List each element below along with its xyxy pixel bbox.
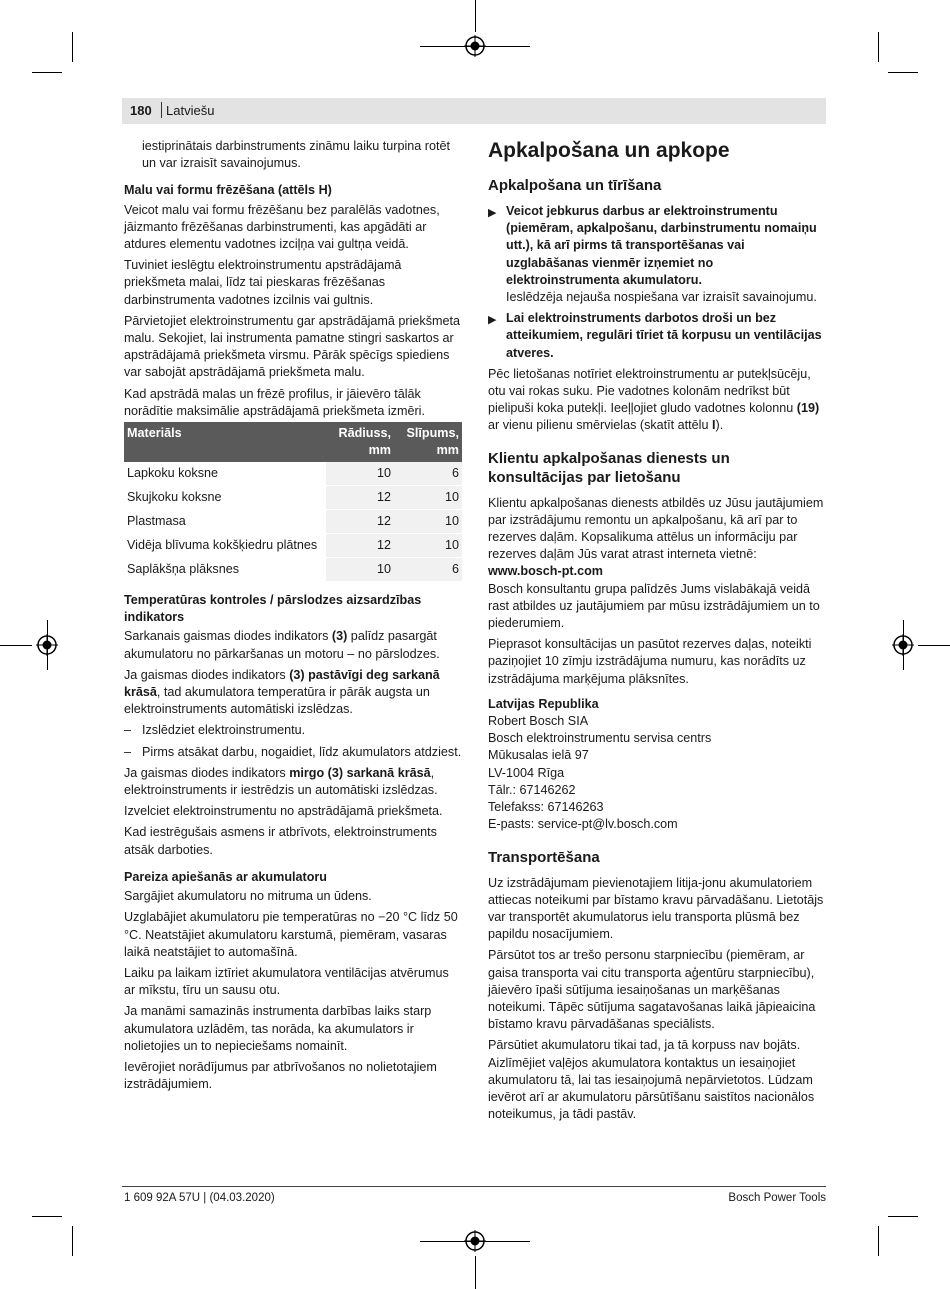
paragraph: [124, 765, 462, 799]
table-row: [124, 462, 462, 486]
fax-line: Telefakss: 67146263: [488, 800, 604, 815]
table-header-row: [124, 422, 462, 462]
left-column: [124, 138, 462, 1097]
text-run: , tad akumulatora temperatūra ir pārāk augsta un elektroinstruments automātiski izslēdzas.: [124, 685, 430, 717]
bullet-note: Ieslēdzēja nejauša nospiešana var izraisīt savainojumu.: [506, 290, 817, 305]
figure-reference: I: [712, 418, 716, 433]
dash-list-item: – Izslēdziet elektroinstrumentu.: [124, 722, 462, 739]
crop-mark: [878, 32, 879, 62]
column-header-material: Materiāls: [124, 422, 326, 462]
paragraph: Klientu apkalpošanas dienests atbildēs uz Jūsu jautājumiem par izstrādājumu remontu un apkalpošanu, kā arī par to rezerves daļām. Kopsalikuma attēlus un informāciju par rezerves daļām Jūs varat atrast interneta vietnē:: [488, 495, 824, 562]
paragraph: Bosch konsultantu grupa palīdzēs Jums vislabākajā veidā rast atbildes uz jautājumiem par mūsu izstrādājumiem un to piederumiem.: [488, 581, 820, 631]
address-line: LV-1004 Rīga: [488, 765, 565, 780]
cell-radius: 10: [326, 462, 394, 486]
paragraph: [124, 628, 462, 662]
reference-number: (3): [331, 629, 348, 644]
triangle-bullet-icon: ▶: [488, 207, 497, 219]
paragraph: [488, 366, 826, 435]
crop-mark: [475, 0, 476, 32]
cell-slope: 10: [394, 534, 462, 558]
crop-mark: [475, 1256, 476, 1289]
text-run: palīdz pasargāt akumulatoru no pārkaršanas un motoru – no pārslodzes.: [124, 629, 440, 661]
paragraph: Laiku pa laikam iztīriet akumulatora ventilācijas atvērumus ar mīkstu, tīru un sausu otu.: [124, 965, 449, 998]
column-header-slope: Slīpums, mm: [394, 422, 462, 462]
crop-mark: [878, 1226, 879, 1256]
bullet-text: Lai elektroinstruments darbotos droši un bez atteikumiem, regulāri tīriet tā korpusu un ventilācijas atveres.: [506, 311, 822, 360]
page-language: Latviešu: [166, 103, 215, 118]
crop-mark: [32, 72, 62, 73]
crop-mark: [888, 72, 918, 73]
cell-radius: 12: [326, 486, 394, 510]
crop-mark: [72, 32, 73, 62]
cell-material: Vidēja blīvuma kokšķiedru plātnes: [124, 534, 326, 558]
bullet-text: Veicot jebkurus darbus ar elektroinstrumentu (piemēram, apkalpošanu, darbinstrumentu nomaiņu utt.), kā arī pirms tā transportēšanas vai uzglabāšanas vienmēr izņemiet no elektroinstrumenta akumulatoru.: [506, 204, 817, 287]
text-run: Ja gaismas diodes indikators: [124, 667, 290, 682]
cell-slope: 10: [394, 486, 462, 510]
paragraph: Uzglabājiet akumulatoru pie temperatūras no −20 °C līdz 50 °C. Neatstājiet akumulatoru karstumā, piemēram, vasaras laikā neatstājiet to automašīnā.: [124, 910, 458, 959]
paragraph: Pārsūtot tos ar trešo personu starpniecību (piemēram, ar gaisa transporta vai citu transporta aģentūru starpniecību), jāievēro īpaši sūtījuma iesaiņošanas un marķēšanas noteikumi. Tāpēc sūtījuma sagatavošanas laikā jāpieaicina bīstamo kravu pārvadāšanas speciālists.: [488, 948, 816, 1032]
cell-material: Plastmasa: [124, 510, 326, 534]
paragraph: Tuviniet ieslēgtu elektroinstrumentu apstrādājamā priekšmeta malai, līdz tai pieskaras frēzēšanas darbinstrumenta vadotnes izcilnis vai gultnis.: [124, 258, 402, 307]
paragraph: Pārsūtiet akumulatoru tikai tad, ja tā korpuss nav bojāts. Aizlīmējiet vaļējos akumulatora kontaktus un iesaiņojiet akumulatoru tā, lai tas iesaiņojumā nepārvietotos. Lūdzam ievērot arī ar akumulatoru pārsūtīšanu saistītos nacionālos noteikumus, ja tādi pastāv.: [488, 1038, 815, 1122]
right-column: [488, 138, 826, 1127]
registration-mark-icon: [464, 1230, 486, 1252]
dash-list-item: – Pirms atsākat darbu, nogaidiet, līdz akumulators atdziest.: [124, 744, 462, 761]
cell-material: Skujkoku koksne: [124, 486, 326, 510]
registration-mark-icon: [464, 35, 486, 57]
reference-number: (19): [796, 401, 820, 416]
crop-mark: [918, 645, 950, 646]
paragraph: Ievērojiet norādījumus par atbrīvošanos no nolietotajiem izstrādājumiem.: [124, 1059, 437, 1092]
paragraph: Uz izstrādājumam pievienotajiem litija-jonu akumulatoriem attiecas noteikumi par bīstamo kravu pārvadāšanu. Lietotājs var transportēt akumulatorus ielu transporta plūsmā bez papildu nosacījumiem.: [488, 875, 824, 942]
text-run: , elektroinstruments ir iestrēdzis un automātiski izslēdzas.: [124, 765, 438, 798]
phone-line: Tālr.: 67146262: [488, 782, 576, 797]
transport-heading: Transportēšana: [488, 848, 600, 866]
emphasis-text: mirgo (3) sarkanā krāsā: [289, 765, 431, 780]
page-number: 180: [130, 103, 152, 118]
safety-bullet: [488, 203, 826, 306]
cell-radius: 12: [326, 510, 394, 534]
cell-material: Saplākšņa plāksnes: [124, 558, 326, 582]
crop-mark: [72, 1226, 73, 1256]
email-line: E-pasts: service-pt@lv.bosch.com: [488, 817, 678, 832]
footer-rule: [122, 1186, 826, 1187]
cell-radius: 10: [326, 558, 394, 582]
registration-mark-icon: [36, 634, 58, 656]
crop-mark: [0, 645, 32, 646]
cleaning-heading: Apkalpošana un tīrīšana: [488, 177, 662, 194]
address-line: Mūkusalas ielā 97: [488, 748, 589, 763]
crop-mark: [32, 1216, 62, 1217]
temperature-indicator-heading: Temperatūras kontroles / pārslodzes aizsardzības indikators: [124, 593, 422, 625]
intro-paragraph: iestiprinātais darbinstruments zināmu laiku turpina rotēt un var izraisīt savainojumus.: [142, 139, 450, 171]
cell-slope: 6: [394, 462, 462, 486]
paragraph: Ja manāmi samazinās instrumenta darbības laiks starp akumulatora uzlādēm, tas norāda, ka akumulators ir nolietojies un to nepieciešams nomainīt.: [124, 1004, 432, 1053]
paragraph: Pārvietojiet elektroinstrumentu gar apstrādājamā priekšmeta malu. Sekojiet, lai instrumenta pamatne stingri saskartos ar apstrādājamā priekšmeta virsmu. Pārāk spēcīgs spiediens var sabojāt apstrādājamā priekšmeta malu.: [124, 313, 460, 380]
document-id: 1 609 92A 57U | (04.03.2020): [124, 1192, 275, 1204]
edge-routing-heading: Malu vai formu frēzēšana (attēls H): [124, 183, 332, 198]
paragraph: Veicot malu vai formu frēzēšanu bez paralēlās vadotnes, jāizmanto frēzēšanas darbinstrumenti, kas apgādāti ar atdures elementu vadotnes izciļņa vai gultņa veidā.: [124, 202, 440, 252]
table-row: [124, 558, 462, 582]
address-line: Bosch elektroinstrumentu servisa centrs: [488, 731, 712, 746]
text-run: Ja gaismas diodes indikators: [124, 765, 290, 780]
cell-radius: 12: [326, 534, 394, 558]
paragraph: Pieprasot konsultācijas un pasūtot rezerves daļas, noteikti paziņojiet 10 zīmju izstrādājuma numuru, kas norādīts uz izstrādājuma marķējuma plāksnītes.: [488, 637, 812, 686]
paragraph: [124, 667, 462, 719]
safety-bullet: [488, 310, 826, 362]
page-header: [122, 98, 826, 124]
crop-mark: [888, 1216, 918, 1217]
cell-slope: 6: [394, 558, 462, 582]
text-run: Pēc lietošanas notīriet elektroinstrumentu ar putekļsūcēju, otu vai rokas suku. Pie vadotnes kolonām nedrīkst būt pielipuši koka putekļi. Ieeļļojiet gludo vadotnes kolonnu: [488, 366, 811, 416]
customer-service-heading: Klientu apkalpošanas dienests un konsultācijas par lietošanu: [488, 449, 730, 486]
paragraph: Kad apstrādā malas un frēzē profilus, ir jāievēro tālāk norādītie maksimālie apstrādājamā priekšmeta izmēri.: [124, 386, 425, 418]
address-line: Robert Bosch SIA: [488, 714, 589, 729]
paragraph: Izvelciet elektroinstrumentu no apstrādājamā priekšmeta.: [124, 804, 443, 819]
footer-brand: Bosch Power Tools: [728, 1192, 826, 1204]
country-heading: Latvijas Republika: [488, 696, 599, 711]
registration-mark-icon: [892, 634, 914, 656]
text-run: ar vienu pilienu smērvielas (skatīt attēlu: [488, 418, 712, 433]
cell-material: Lapkoku koksne: [124, 462, 326, 486]
section-title: Apkalpošana un apkope: [488, 139, 730, 162]
website-link[interactable]: www.bosch-pt.com: [488, 564, 603, 579]
battery-handling-heading: Pareiza apiešanās ar akumulatoru: [124, 869, 327, 884]
table-row: [124, 534, 462, 558]
material-dimensions-table: [124, 422, 462, 582]
text-run: ).: [715, 418, 724, 433]
table-row: [124, 486, 462, 510]
paragraph: Sargājiet akumulatoru no mitruma un ūdens.: [124, 889, 372, 904]
triangle-bullet-icon: ▶: [488, 314, 497, 327]
header-divider: [161, 102, 162, 118]
address-block: [488, 713, 826, 833]
table-row: [124, 510, 462, 534]
emphasis-text: (3) pastāvīgi deg sarkanā krāsā: [124, 667, 440, 700]
paragraph: Kad iestrēgušais asmens ir atbrīvots, elektroinstruments atsāk darboties.: [124, 825, 437, 857]
cell-slope: 10: [394, 510, 462, 534]
text-run: Sarkanais gaismas diodes indikators: [124, 629, 332, 644]
column-header-radius: Rādiuss, mm: [326, 422, 394, 462]
